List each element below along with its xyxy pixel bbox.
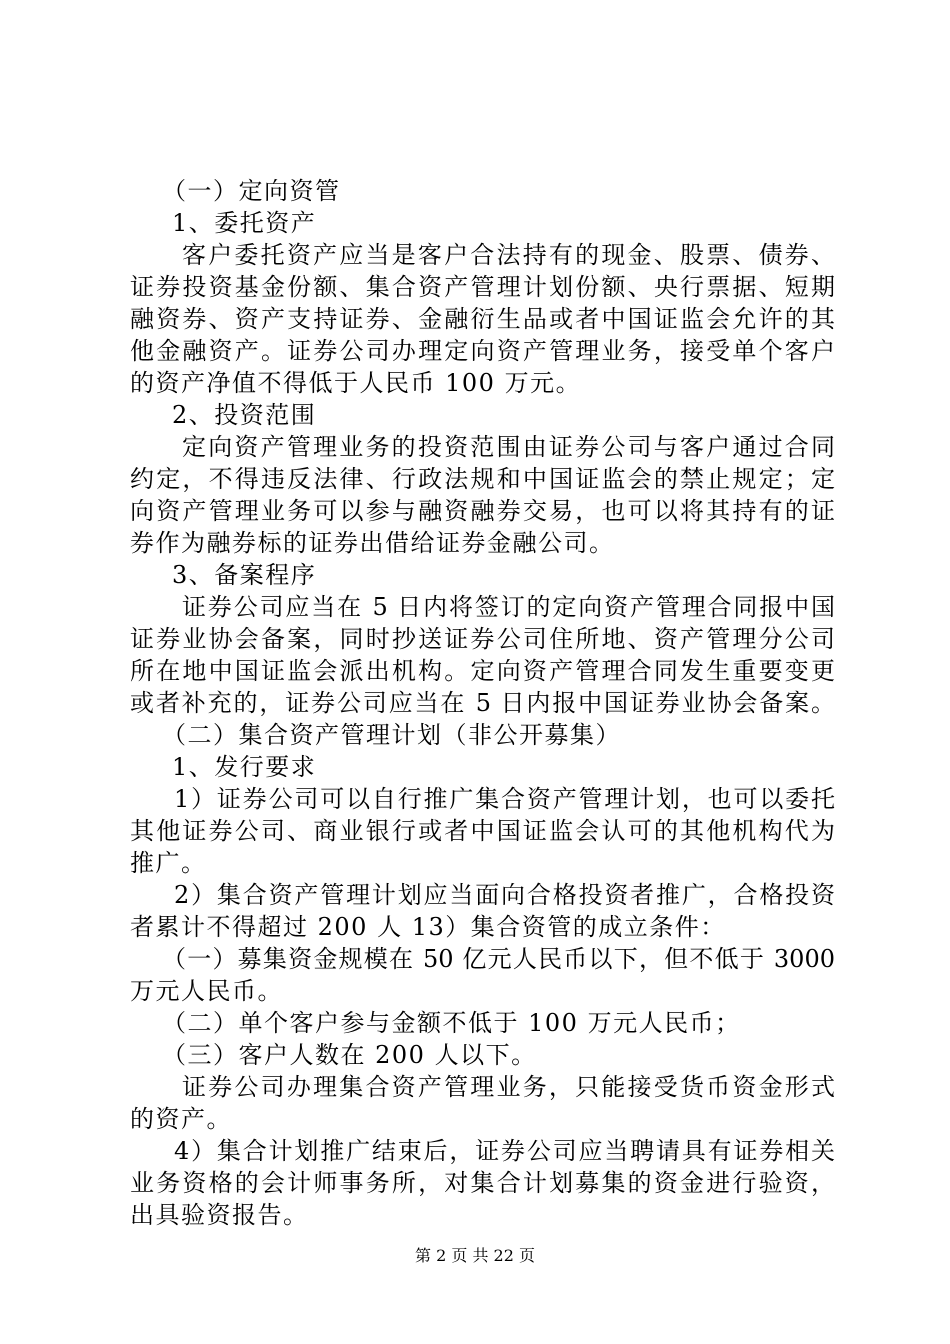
text-line: 业务资格的会计师事务所，对集合计划募集的资金进行验资， xyxy=(130,1169,835,1197)
text-line: 者累计不得超过 200 人 13）集合资管的成立条件： xyxy=(130,913,726,941)
text-line: 4）集合计划推广结束后，证券公司应当聘请具有证券相关 xyxy=(174,1137,835,1165)
text-line: （一）募集资金规模在 50 亿元人民币以下，但不低于 3000 xyxy=(162,945,835,973)
text-line: 所在地中国证监会派出机构。定向资产管理合同发生重要变更 xyxy=(130,657,835,685)
page-footer: 第 2 页 共 22 页 xyxy=(415,1246,535,1265)
text-line: （二）集合资产管理计划（非公开募集） xyxy=(162,721,621,749)
text-line: 推广。 xyxy=(130,849,207,877)
text-line: 的资产。 xyxy=(130,1105,232,1133)
text-line: 2、投资范围 xyxy=(172,401,317,429)
text-line: 1）证券公司可以自行推广集合资产管理计划，也可以委托 xyxy=(174,785,835,813)
text-line: 1、委托资产 xyxy=(172,209,317,237)
text-line: 定向资产管理业务的投资范围由证券公司与客户通过合同 xyxy=(182,433,835,461)
text-line: 证券投资基金份额、集合资产管理计划份额、央行票据、短期 xyxy=(130,273,835,301)
document-body xyxy=(130,175,835,1231)
text-line: 融资券、资产支持证券、金融衍生品或者中国证监会允许的其 xyxy=(130,305,835,333)
text-line: 3、备案程序 xyxy=(172,561,317,589)
text-line: 他金融资产。证券公司办理定向资产管理业务，接受单个客户 xyxy=(130,337,835,365)
text-line: 证券公司办理集合资产管理业务，只能接受货币资金形式 xyxy=(182,1073,835,1101)
text-line: 万元人民币。 xyxy=(130,977,283,1005)
text-line: 其他证券公司、商业银行或者中国证监会认可的其他机构代为 xyxy=(130,817,835,845)
text-line: 2）集合资产管理计划应当面向合格投资者推广，合格投资 xyxy=(174,881,835,909)
text-line: 约定，不得违反法律、行政法规和中国证监会的禁止规定；定 xyxy=(130,465,835,493)
text-line: （二）单个客户参与金额不低于 100 万元人民币； xyxy=(162,1009,741,1037)
text-line: 证券业协会备案，同时抄送证券公司住所地、资产管理分公司 xyxy=(130,625,835,653)
text-line: 或者补充的，证券公司应当在 5 日内报中国证券业协会备案。 xyxy=(130,689,835,717)
text-line: 证券公司应当在 5 日内将签订的定向资产管理合同报中国 xyxy=(182,593,835,621)
text-line: （一）定向资管 xyxy=(162,177,341,205)
text-line: （三）客户人数在 200 人以下。 xyxy=(162,1041,537,1069)
text-line: 出具验资报告。 xyxy=(130,1201,309,1229)
text-line: 券作为融券标的证券出借给证券金融公司。 xyxy=(130,529,615,557)
text-line: 1、发行要求 xyxy=(172,753,317,781)
text-line: 客户委托资产应当是客户合法持有的现金、股票、债券、 xyxy=(182,241,835,269)
text-line: 向资产管理业务可以参与融资融券交易，也可以将其持有的证 xyxy=(130,497,835,525)
text-line: 的资产净值不得低于人民币 100 万元。 xyxy=(130,369,582,397)
